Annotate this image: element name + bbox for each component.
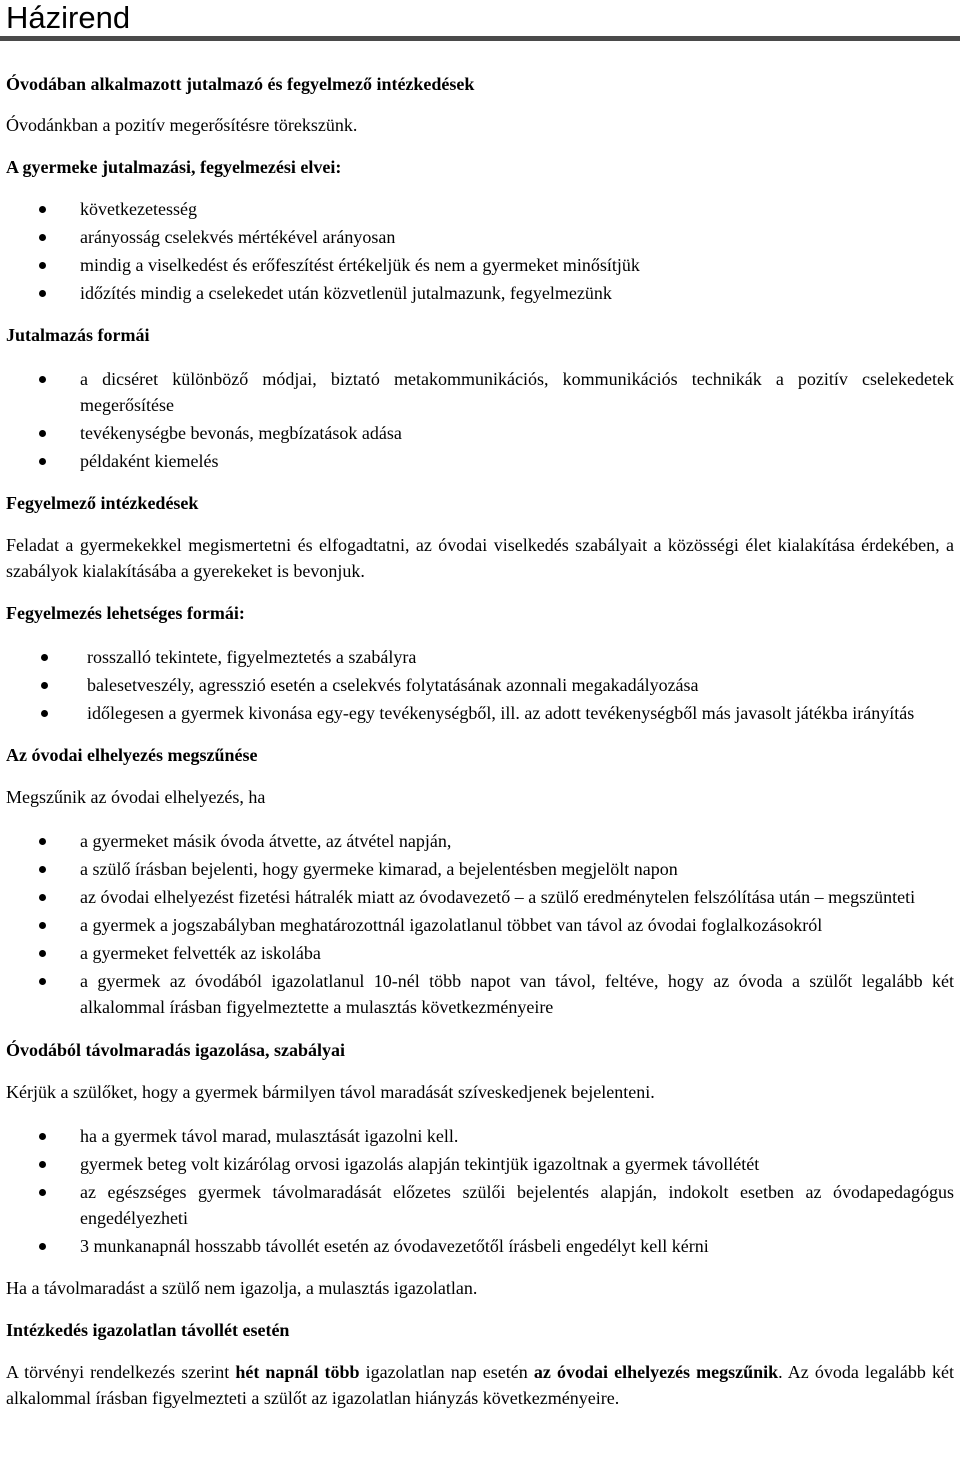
list-item: az egészséges gyermek távolmaradását előzetes szülői bejelentés alapján, indokolt esetben az óvodapedagógus engedélyezheti [6, 1179, 954, 1231]
section-heading-absence: Óvodából távolmaradás igazolása, szabályai [6, 1040, 346, 1060]
list-item: 3 munkanapnál hosszabb távollét esetén az óvodavezetőtől írásbeli engedélyt kell kérni [6, 1233, 954, 1259]
list-item: a dicséret különböző módjai, biztató metakommunikációs, kommunikációs technikák a pozitív cselekedetek megerősítése [6, 366, 954, 418]
termination-list [6, 828, 954, 1020]
section-heading-termination: Az óvodai elhelyezés megszűnése [6, 745, 258, 765]
list-item: arányosság cselekvés mértékével arányosan [6, 224, 954, 252]
section-heading-discipline: Fegyelmező intézkedések [6, 493, 199, 513]
list-item: gyermek beteg volt kizárólag orvosi igazolás alapján tekintjük igazoltnak a gyermek távollétét [6, 1151, 954, 1179]
text-run: igazolatlan nap esetén [359, 1362, 534, 1382]
text-run: . Az óvoda legalább két alkalommal írásban figyelmezteti a szülőt az igazolatlan hiányzás következményeire. [6, 1362, 955, 1408]
list-item: ha a gyermek távol marad, mulasztását igazolni kell. [6, 1123, 954, 1151]
section3-text: Feladat a gyermekekkel megismertetni és elfogadtatni, az óvodai viselkedés szabályait a közösségi élet kialakítása érdekében, a szabályok kialakításába a gyerekeket is bevonjuk. [6, 535, 954, 581]
page-title: Házirend [6, 0, 131, 35]
list-item: következetesség [6, 196, 954, 224]
list-item: időzítés mindig a cselekedet után közvetlenül jutalmazunk, fegyelmezünk [6, 280, 954, 308]
list-item: a szülő írásban bejelenti, hogy gyermeke kimarad, a bejelentésben megjelölt napon [6, 856, 954, 884]
section1-subheading: A gyermeke jutalmazási, fegyelmezési elvei: [6, 157, 342, 177]
text-run: A törvényi rendelkezés szerint [6, 1362, 236, 1382]
absence-list [6, 1123, 954, 1259]
section-heading-discipline-forms: Fegyelmezés lehetséges formái: [6, 603, 245, 623]
list-item: a gyermeket felvették az iskolába [6, 940, 954, 968]
section7-text [6, 1359, 954, 1411]
list-item: mindig a viselkedést és erőfeszítést értékeljük és nem a gyermeket minősítjük [6, 252, 954, 280]
discipline-forms-list [6, 644, 954, 726]
section6-intro: Kérjük a szülőket, hogy a gyermek bármilyen távol maradását szíveskedjenek bejelenteni. [6, 1082, 655, 1102]
bold-run: hét napnál több [235, 1362, 360, 1382]
section1-intro: Óvodánkban a pozitív megerősítésre törekszünk. [6, 115, 358, 135]
list-item: rosszalló tekintete, figyelmeztetés a szabályra [6, 644, 954, 672]
section-heading-rewards-discipline: Óvodában alkalmazott jutalmazó és fegyelmező intézkedések [6, 74, 475, 94]
principles-list [6, 196, 954, 308]
title-rule [0, 36, 960, 41]
list-item: a gyermeket másik óvoda átvette, az átvétel napján, [6, 828, 954, 856]
section-heading-reward-forms: Jutalmazás formái [6, 325, 150, 345]
list-item: az óvodai elhelyezést fizetési hátralék miatt az óvodavezető – a szülő eredménytelen felszólítása után – megszünteti [6, 884, 954, 910]
list-item: a gyermek az óvodából igazolatlanul 10-nél több napot van távol, feltéve, hogy az óvoda a szülőt legalább két alkalommal írásban figyelmeztette a mulasztás következményeire [6, 968, 954, 1020]
reward-forms-list [6, 366, 954, 474]
section5-intro: Megszűnik az óvodai elhelyezés, ha [6, 787, 266, 807]
list-item: időlegesen a gyermek kivonása egy-egy tevékenységből, ill. az adott tevékenységből más javasolt játékba irányítás [6, 700, 954, 726]
list-item: tevékenységbe bevonás, megbízatások adása [6, 420, 954, 446]
list-item: a gyermek a jogszabályban meghatározottnál igazolatlanul többet van távol az óvodai foglalkozásokról [6, 912, 954, 940]
list-item: példaként kiemelés [6, 448, 954, 474]
section6-outro: Ha a távolmaradást a szülő nem igazolja, a mulasztás igazolatlan. [6, 1278, 478, 1298]
document-body [0, 71, 960, 1411]
section-heading-unexcused-absence: Intézkedés igazolatlan távollét esetén [6, 1320, 290, 1340]
list-item: balesetveszély, agresszió esetén a cselekvés folytatásának azonnali megakadályozása [6, 672, 954, 700]
bold-run: az óvodai elhelyezés megszűnik [533, 1362, 779, 1382]
